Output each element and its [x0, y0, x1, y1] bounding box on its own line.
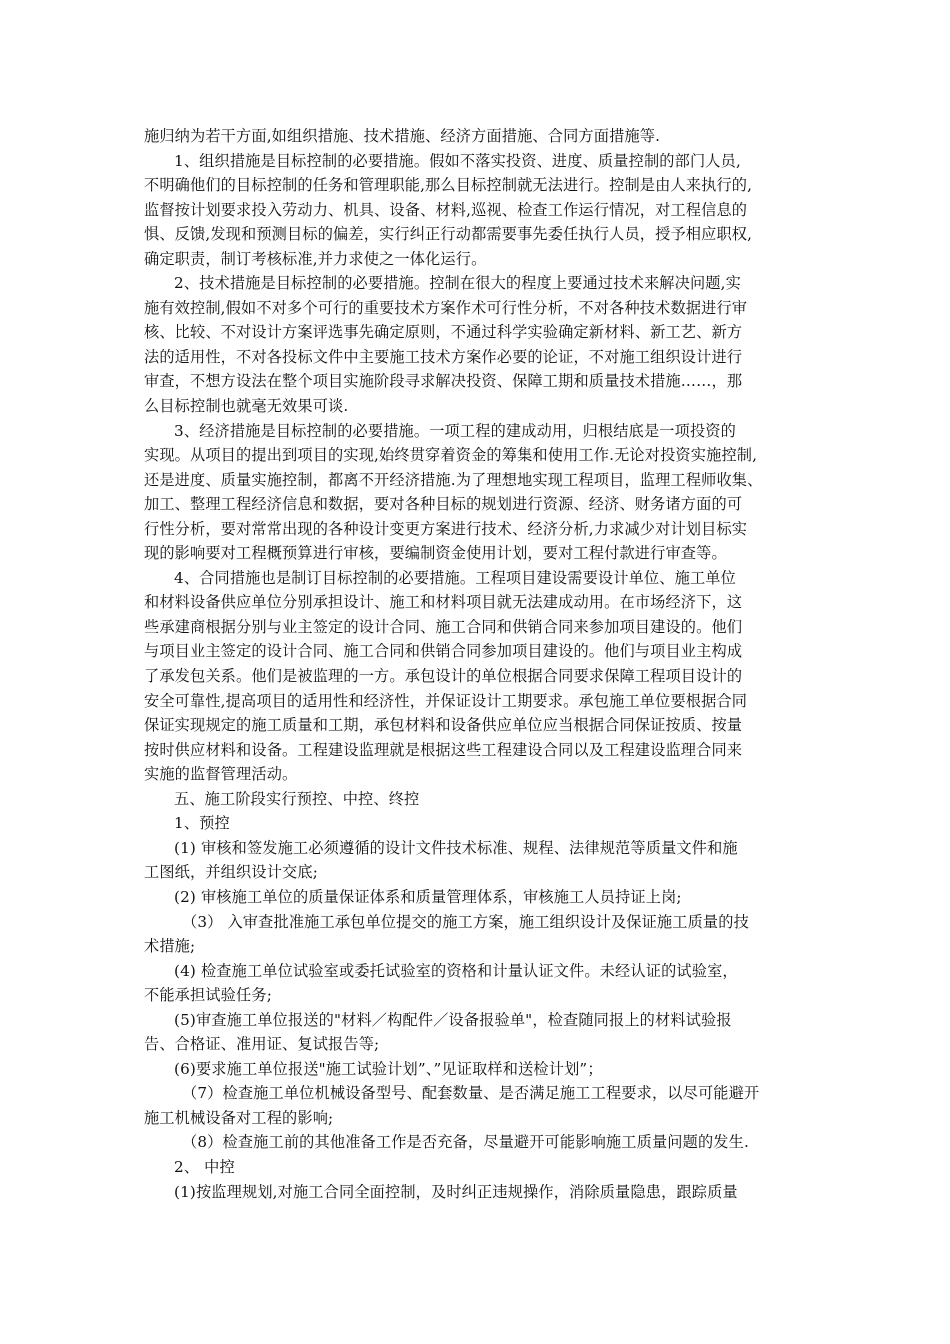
text-line: 1、预控 [174, 814, 230, 833]
text-line: 保证实现规定的施工质量和工期，承包材料和设备供应单位应当根据合同保证按质、按量 [144, 716, 743, 735]
text-line: 工图纸，并组织设计交底; [144, 863, 318, 882]
text-line: 安全可靠性,提高项目的适用性和经济性，并保证设计工期要求。承包施工单位要根据合同 [144, 691, 748, 710]
text-line: 4、合同措施也是制订目标控制的必要措施。工程项目建设需要设计单位、施工单位 [174, 568, 736, 587]
text-line: 核、比较、不对设计方案评选事先确定原则，不通过科学实验确定新材料、新工艺、新方 [144, 323, 743, 342]
text-line: 加工、整理工程经济信息和数据，要对各种目标的规划进行资源、经济、财务诸方面的可 [144, 495, 743, 514]
text-line: 与项目业主签定的设计合同、施工合同和供销合同参加项目建设的。他们与项目业主构成 [144, 642, 743, 661]
text-line: (6)要求施工单位报送"施工试验计划”、”见证取样和送检计划”； [174, 1059, 603, 1078]
text-line: （8）检查施工前的其他准备工作是否充备，尽量避开可能影响施工质量问题的发生. [182, 1133, 749, 1152]
text-line: 施工机械设备对工程的影响; [144, 1108, 334, 1127]
text-line: 告、合格证、准用证、复试报告等; [144, 1035, 380, 1054]
text-line: 2、技术措施是目标控制的必要措施。控制在很大的程度上要通过技术来解决问题,实 [174, 274, 741, 293]
text-line: 术措施; [144, 937, 196, 956]
text-line: (1)按监理规划,对施工合同全面控制，及时纠正违规操作，消除质量隐患，跟踪质量 [174, 1182, 738, 1201]
text-line: 法的适用性，不对各投标文件中主要施工技术方案作必要的论证，不对施工组织设计进行 [144, 347, 743, 366]
text-line: 不明确他们的目标控制的任务和管理职能,那么目标控制就无法进行。控制是由人来执行的, [144, 176, 753, 195]
text-line: （7）检查施工单位机械设备型号、配套数量、是否满足施工工程要求，以尽可能避开 [182, 1084, 760, 1103]
text-line: 惧、反馈,发现和预测目标的偏差，实行纠正行动都需要事先委任执行人员，授予相应职权, [144, 225, 753, 244]
text-line: 还是进度、质量实施控制，都离不开经济措施.为了理想地实现工程项目，监理工程师收集、 [144, 470, 763, 489]
text-line: 现的影响要对工程概预算进行审核，要编制资金使用计划，要对工程付款进行审查等。 [144, 544, 727, 563]
text-line: 么目标控制也就毫无效果可谈. [144, 397, 349, 416]
text-line: 五、施工阶段实行预控、中控、终控 [174, 789, 420, 808]
text-line: 实施的监督管理活动。 [144, 765, 298, 784]
text-line: 3、经济措施是目标控制的必要措施。一项工程的建成动用，归根结底是一项投资的 [174, 421, 736, 440]
text-line: 了承发包关系。他们是被监理的一方。承包设计的单位根据合同要求保障工程项目设计的 [144, 667, 743, 686]
text-line: 行性分析，要对常常出现的各种设计变更方案进行技术、经济分析,力求减少对计划目标实 [144, 519, 748, 538]
text-line: 审查，不想方设法在整个项目实施阶段寻求解决投资、保障工期和质量技术措施……，那 [144, 372, 743, 391]
text-line: 施归纳为若干方面,如组织措施、技术措施、经济方面措施、合同方面措施等. [144, 127, 661, 145]
text-line: 施有效控制,假如不对多个可行的重要技术方案作术可行性分析，不对各种技术数据进行审 [144, 298, 748, 317]
text-line: 实现。从项目的提出到项目的实现,始终贯穿着资金的筹集和使用工作.无论对投资实施控制, [144, 446, 758, 465]
text-line: 些承建商根据分别与业主签定的设计合同、施工合同和供销合同来参加项目建设的。他们 [144, 617, 743, 636]
text-line: (4) 检查施工单位试验室或委托试验室的资格和计量认证文件。未经认证的试验室， [174, 961, 738, 980]
text-line: (2) 审核施工单位的质量保证体系和质量管理体系，审核施工人员持证上岗; [174, 887, 682, 906]
text-line: 监督按计划要求投入劳动力、机具、设备、材料,巡视、检查工作运行情况，对工程信息的 [144, 200, 748, 219]
text-line: 不能承担试验任务; [144, 986, 272, 1005]
text-line: 和材料设备供应单位分别承担设计、施工和材料项目就无法建成动用。在市场经济下，这 [144, 593, 743, 612]
text-line: 确定职责，制订考核标准,并力求使之一体化运行。 [144, 249, 487, 268]
text-line: （3） 入审查批准施工承包单位提交的施工方案，施工组织设计及保证施工质量的技 [182, 912, 749, 931]
text-line: 2、 中控 [174, 1157, 235, 1176]
text-line: (5)审查施工单位报送的"材料／构配件／设备报验单"，检查随同报上的材料试验报 [174, 1010, 732, 1029]
text-line: 按时供应材料和设备。工程建设监理就是根据这些工程建设合同以及工程建设监理合同来 [144, 740, 743, 759]
document-page [144, 124, 814, 1204]
text-line: (1) 审核和签发施工必须遵循的设计文件技术标准、规程、法律规范等质量文件和施 [174, 838, 738, 857]
text-line: 1、组织措施是目标控制的必要措施。假如不落实投资、进度、质量控制的部门人员, [174, 151, 741, 170]
